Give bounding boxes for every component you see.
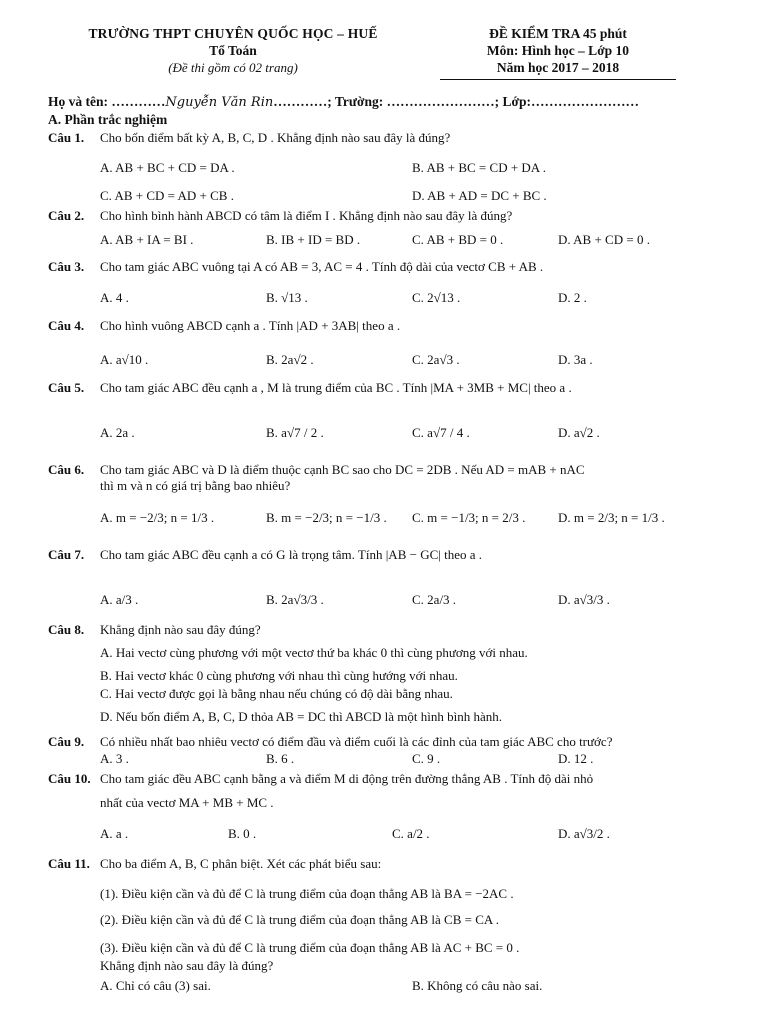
question-text-cont: thì m và n có giá trị bằng bao nhiêu? <box>100 478 291 494</box>
option-b: B. √13 . <box>266 290 308 305</box>
question-text: Cho tam giác ABC đều cạnh a có G là trọng tâm. Tính |AB − GC| theo a . <box>100 547 483 562</box>
statement-2: (2). Điều kiện cần và đủ để C là trung điểm của đoạn thẳng AB là CB = CA . <box>100 912 500 927</box>
option-d: D. AB + AD = DC + BC . <box>412 188 547 203</box>
option-a: A. a . <box>100 826 129 841</box>
question-number: Câu 7. <box>48 547 85 562</box>
option-b: B. AB + BC = CD + DA . <box>412 160 546 175</box>
option-d: D. 12 . <box>558 751 594 766</box>
option-b: B. 2a√2 . <box>266 352 314 367</box>
question-text: Cho tam giác ABC và D là điểm thuộc cạnh BC sao cho DC = 2DB . Nếu AD = mAB + nAC <box>100 462 585 477</box>
option-b: B. 0 . <box>228 826 257 841</box>
option-c: C. m = −1/3; n = 2/3 . <box>412 510 526 525</box>
header-left <box>48 26 418 76</box>
question-4 <box>48 318 738 334</box>
question-11 <box>48 856 738 872</box>
option-a: A. a√10 . <box>100 352 149 367</box>
school-name: TRƯỜNG THPT CHUYÊN QUỐC HỌC – HUẾ <box>88 26 378 41</box>
question-number: Câu 1. <box>48 130 85 145</box>
option-a: A. 2a . <box>100 425 135 440</box>
option-c: C. a/2 . <box>392 826 430 841</box>
option-a: A. Chỉ có câu (3) sai. <box>100 978 211 993</box>
student-info <box>48 94 748 111</box>
option-c: C. Hai vectơ được gọi là bằng nhau nếu chúng có độ dài bằng nhau. <box>100 686 453 701</box>
header-right <box>440 26 676 80</box>
option-c: C. AB + BD = 0 . <box>412 232 504 247</box>
question-number: Câu 5. <box>48 380 85 395</box>
option-a: A. AB + IA = BI . <box>100 232 194 247</box>
question-text: Cho tam giác ABC đều cạnh a , M là trung điểm của BC . Tính |MA + 3MB + MC| theo a . <box>100 380 572 395</box>
question-8 <box>48 622 738 638</box>
option-d: D. a√3/3 . <box>558 592 610 607</box>
question-text: Cho hình bình hành ABCD có tâm là điểm I . Khẳng định nào sau đây là đúng? <box>100 208 513 223</box>
option-d: D. m = 2/3; n = 1/3 . <box>558 510 665 525</box>
question-text: Có nhiều nhất bao nhiêu vectơ có điểm đầu và điểm cuối là các đỉnh của tam giác ABC cho trước? <box>100 734 613 749</box>
question-text-cont: Khẳng định nào sau đây là đúng? <box>100 958 274 973</box>
option-b: B. IB + ID = BD . <box>266 232 361 247</box>
option-b: B. 6 . <box>266 751 295 766</box>
question-number: Câu 4. <box>48 318 85 333</box>
question-number: Câu 9. <box>48 734 85 749</box>
option-b: B. Hai vectơ khác 0 cùng phương với nhau thì cùng hướng với nhau. <box>100 668 458 683</box>
exam-title: ĐỀ KIỂM TRA 45 phút <box>489 26 627 41</box>
question-text: Cho bốn điểm bất kỳ A, B, C, D . Khẳng định nào sau đây là đúng? <box>100 130 451 145</box>
question-number: Câu 3. <box>48 259 85 274</box>
question-5 <box>48 380 738 396</box>
page-note: (Đề thi gồm có 02 trang) <box>168 59 298 75</box>
department: Tổ Toán <box>209 42 257 58</box>
exam-year: Năm học 2017 – 2018 <box>496 59 620 75</box>
question-text-cont: nhất của vectơ MA + MB + MC . <box>100 795 274 811</box>
school-class-label: …………; Trường: ……………………; Lớp:…………………… <box>273 94 639 109</box>
question-number: Câu 8. <box>48 622 85 637</box>
section-title: A. Phần trắc nghiệm <box>48 112 168 127</box>
question-10 <box>48 771 738 812</box>
option-c: C. 9 . <box>412 751 441 766</box>
option-c: C. 2a√3 . <box>412 352 460 367</box>
question-9 <box>48 734 738 750</box>
question-6 <box>48 462 738 495</box>
option-b: B. Không có câu nào sai. <box>412 978 543 993</box>
student-name: Nguyễn Văn Rin <box>165 95 274 110</box>
option-a: A. 4 . <box>100 290 129 305</box>
exam-subject: Môn: Hình học – Lớp 10 <box>486 42 630 58</box>
option-c: C. 2a/3 . <box>412 592 457 607</box>
option-a: A. AB + BC + CD = DA . <box>100 160 235 175</box>
question-number: Câu 2. <box>48 208 85 223</box>
option-b: B. m = −2/3; n = −1/3 . <box>266 510 387 525</box>
option-d: D. a√2 . <box>558 425 600 440</box>
header-underline <box>440 79 676 80</box>
option-c: C. 2√13 . <box>412 290 461 305</box>
question-text: Cho hình vuông ABCD cạnh a . Tính |AD + 3AB| theo a . <box>100 318 401 333</box>
statement-1: (1). Điều kiện cần và đủ để C là trung điểm của đoạn thẳng AB là BA = −2AC . <box>100 886 514 901</box>
question-text: Khẳng định nào sau đây đúng? <box>100 622 261 637</box>
question-number: Câu 6. <box>48 462 85 477</box>
option-c: C. a√7 / 4 . <box>412 425 470 440</box>
question-7 <box>48 547 738 563</box>
option-d: D. 2 . <box>558 290 587 305</box>
question-2 <box>48 208 738 224</box>
statement-3: (3). Điều kiện cần và đủ để C là trung điểm của đoạn thẳng AB là AC + BC = 0 . <box>100 940 520 955</box>
option-a: A. m = −2/3; n = 1/3 . <box>100 510 215 525</box>
question-text: Cho ba điểm A, B, C phân biệt. Xét các phát biểu sau: <box>100 856 382 871</box>
name-label: Họ và tên: ………… <box>48 94 166 109</box>
question-text: Cho tam giác đều ABC cạnh bằng a và điểm M di động trên đường thẳng AB . Tính độ dài nhỏ <box>100 771 594 786</box>
question-number: Câu 10. <box>48 771 91 786</box>
option-c: C. AB + CD = AD + CB . <box>100 188 234 203</box>
option-d: D. a√3/2 . <box>558 826 610 841</box>
question-1 <box>48 130 738 146</box>
option-b: B. a√7 / 2 . <box>266 425 324 440</box>
option-a: A. 3 . <box>100 751 129 766</box>
question-3 <box>48 259 738 275</box>
option-d: D. Nếu bốn điểm A, B, C, D thỏa AB = DC thì ABCD là một hình bình hành. <box>100 709 503 724</box>
option-d: D. AB + CD = 0 . <box>558 232 650 247</box>
option-a: A. a/3 . <box>100 592 139 607</box>
option-b: B. 2a√3/3 . <box>266 592 324 607</box>
question-text: Cho tam giác ABC vuông tại A có AB = 3, AC = 4 . Tính độ dài của vectơ CB + AB . <box>100 259 544 274</box>
question-number: Câu 11. <box>48 856 90 871</box>
option-a: A. Hai vectơ cùng phương với một vectơ thứ ba khác 0 thì cùng phương với nhau. <box>100 645 528 660</box>
option-d: D. 3a . <box>558 352 593 367</box>
